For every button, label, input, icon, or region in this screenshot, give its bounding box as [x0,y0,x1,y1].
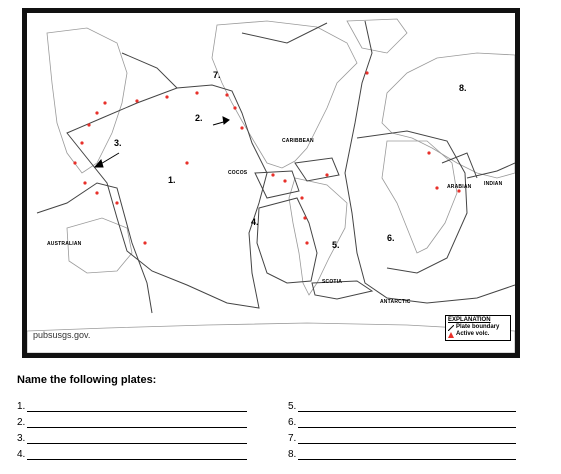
answer-line-7[interactable] [288,432,516,444]
volcano-marker [95,191,98,194]
volcano-marker [303,216,306,219]
volcano-marker [73,161,76,164]
volcano-marker [305,241,308,244]
plate-number-3: 3. [114,138,122,148]
volcano-marker [365,71,368,74]
volcano-marker [240,126,243,129]
volcano-marker [185,161,188,164]
answer-blank[interactable] [298,401,516,412]
answer-line-4[interactable] [17,448,247,460]
volcano-marker [225,93,228,96]
plate-number-4: 4. [251,217,259,227]
legend-volcano-label: Active volc. [456,331,490,337]
answer-blank[interactable] [27,417,247,428]
legend-boundary-label: Plate boundary [456,324,500,330]
volcano-marker [233,106,236,109]
answer-blank[interactable] [298,433,516,444]
answer-number: 1. [17,401,26,412]
map-legend [445,315,511,341]
volcano-marker [195,91,198,94]
answer-blank[interactable] [298,417,516,428]
volcano-marker [435,186,438,189]
legend-row-volcano [448,331,508,338]
volcano-marker [135,99,138,102]
answer-number: 5. [288,401,297,412]
boundary-line-icon [448,325,454,331]
plate-number-5: 5. [332,240,340,250]
answer-number: 6. [288,417,297,428]
answer-number: 2. [17,417,26,428]
answer-number: 7. [288,433,297,444]
legend-title: EXPLANATION [448,317,491,323]
answer-line-6[interactable] [288,416,516,428]
volcano-marker [103,101,106,104]
plate-number-8: 8. [459,83,467,93]
legend-row-boundary [448,324,508,331]
volcano-marker [427,151,430,154]
volcano-marker [165,95,168,98]
answer-line-3[interactable] [17,432,247,444]
label-indian: INDIAN [484,181,503,187]
plate-map-frame [22,8,520,358]
volcano-marker [80,141,83,144]
answer-line-1[interactable] [17,400,247,412]
label-antarctic: ANTARCTIC [380,299,411,305]
volcano-marker [143,241,146,244]
volcano-marker [283,179,286,182]
label-australian: AUSTRALIAN [47,241,82,247]
volcano-marker [83,181,86,184]
source-credit: pubsusgs.gov. [33,330,91,340]
volcano-marker [87,123,90,126]
answer-number: 8. [288,449,297,460]
answer-number: 4. [17,449,26,460]
label-scotia: SCOTIA [322,279,343,285]
answer-line-8[interactable] [288,448,516,460]
label-caribbean: CARIBBEAN [282,138,314,144]
answer-blank[interactable] [27,449,247,460]
plate-tectonics-map [27,13,515,353]
worksheet-instruction: Name the following plates: [17,374,157,386]
answer-number: 3. [17,433,26,444]
plate-number-6: 6. [387,233,395,243]
answer-blank[interactable] [298,449,516,460]
plate-number-1: 1. [168,175,176,185]
volcano-marker [325,173,328,176]
plate-number-2: 2. [195,113,203,123]
volcano-marker [300,196,303,199]
label-cocos: COCOS [228,170,248,176]
answer-blank[interactable] [27,401,247,412]
volcano-marker [115,201,118,204]
volcano-triangle-icon [448,332,454,338]
answer-line-5[interactable] [288,400,516,412]
answer-line-2[interactable] [17,416,247,428]
plate-number-7: 7. [213,70,221,80]
answer-blank[interactable] [27,433,247,444]
volcano-marker [271,173,274,176]
volcano-marker [95,111,98,114]
label-arabian: ARABIAN [447,184,472,190]
